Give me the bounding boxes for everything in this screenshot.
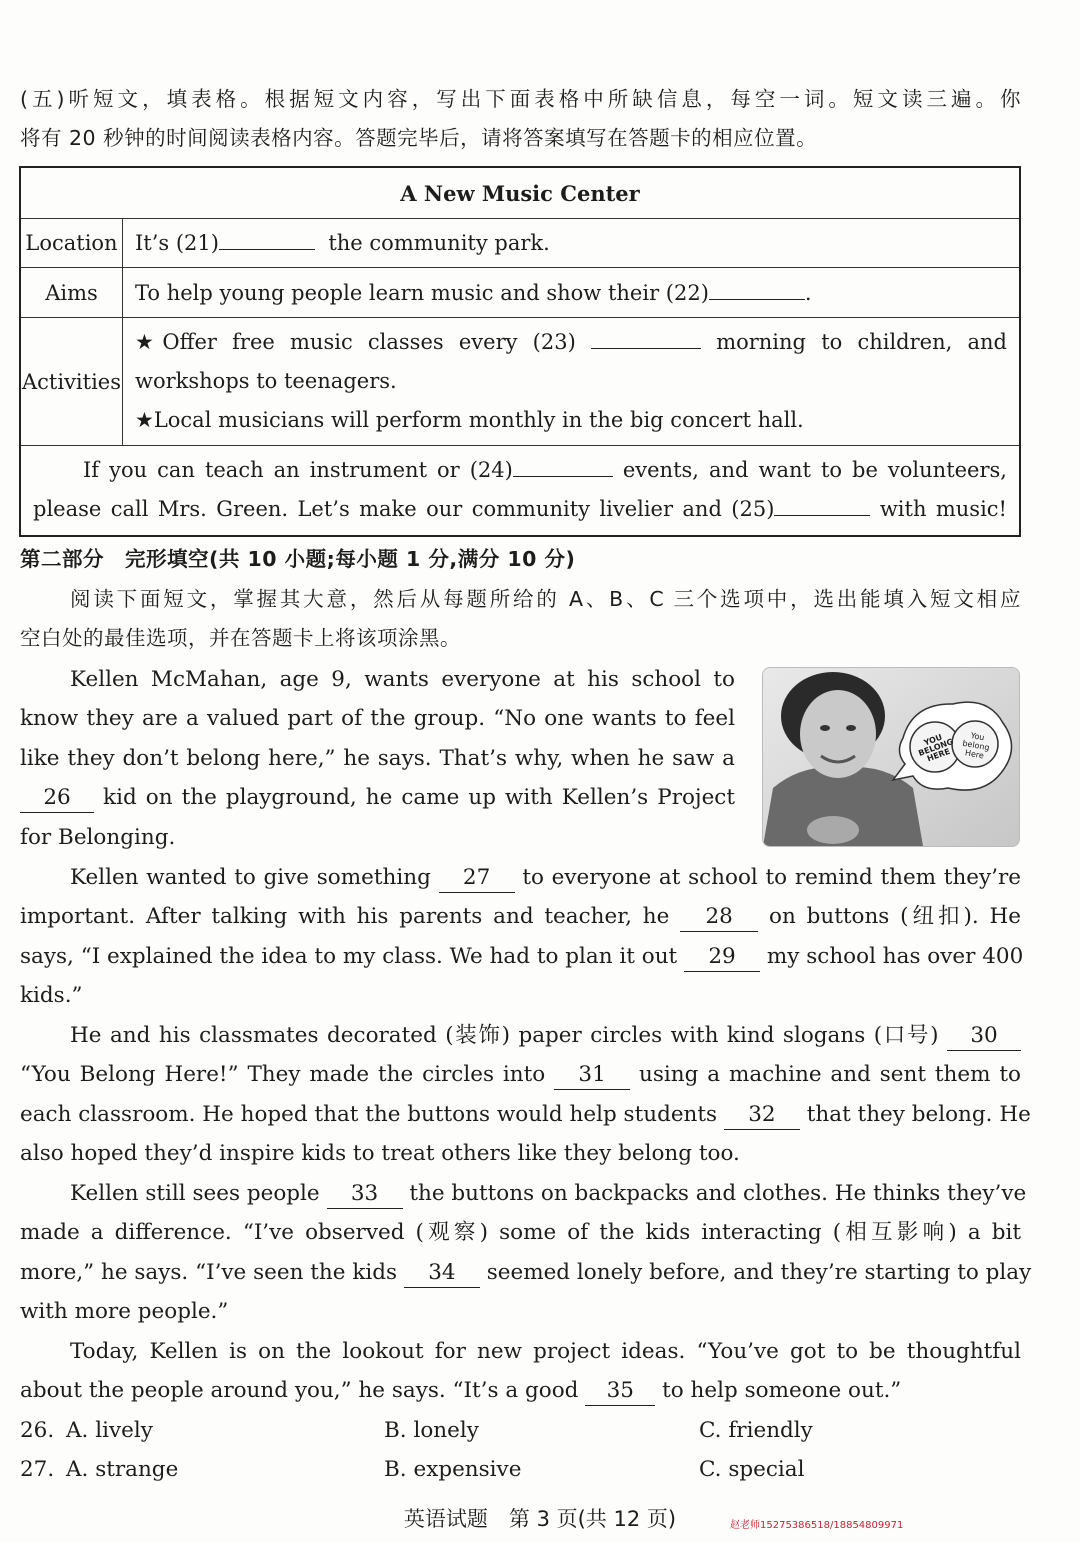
p3-line-3-post: that they belong. He — [806, 1102, 1031, 1127]
blank-34: 34 — [404, 1259, 480, 1288]
p2-line-1-post: to everyone at school to remind them they’re — [522, 865, 1021, 890]
aims-text-pre: To help young people learn music and show their (22) — [135, 280, 709, 305]
p4-line-1-pre: Kellen still sees people — [70, 1181, 320, 1206]
activities-label: Activities — [20, 318, 123, 446]
table-title: A New Music Center — [20, 167, 1020, 219]
blank-29: 29 — [684, 943, 760, 972]
part2-instructions-line-1: 阅读下面短文，掌握其大意，然后从每题所给的 A、B、C 三个选项中，选出能填入短文相应 — [70, 587, 1021, 611]
blank-33: 33 — [327, 1180, 403, 1209]
p4-line-3-pre: more,” he says. “I’ve seen the kids — [20, 1260, 398, 1285]
aims-text-post: . — [804, 280, 812, 305]
watermark: 赵老师15275386518/18854809971 — [730, 1520, 904, 1531]
question-27-number: 27. — [20, 1457, 55, 1482]
question-27-option-a: A. strange — [66, 1457, 179, 1482]
p2-line-1 — [20, 858, 1021, 897]
location-text-pre: It’s (21) — [135, 231, 219, 255]
blank-25 — [774, 515, 870, 516]
p4-line-3 — [20, 1253, 1032, 1292]
table-footer-cell — [20, 446, 1020, 536]
blank-31: 31 — [554, 1061, 630, 1090]
part2-instructions-line-2: 空白处的最佳选项，并在答题卡上将该项涂黑。 — [20, 626, 461, 650]
listening-instructions-line-1: (五)听短文，填表格。根据短文内容，写出下面表格中所缺信息，每空一词。短文读三遍。你 — [20, 87, 1021, 111]
p5-line-2-pre: about the people around you,” he says. “It’s a good — [20, 1378, 579, 1403]
p1-line-1: Kellen McMahan, age 9, wants everyone at his school to — [70, 667, 735, 692]
p1-line-4-text: kid on the playground, he came up with Kellen’s Project — [103, 785, 735, 810]
question-26-number: 26. — [20, 1418, 55, 1443]
table-footer-line-1 — [33, 451, 1007, 490]
blank-24 — [513, 476, 613, 477]
p2-line-3-post: my school has over 400 — [766, 944, 1024, 969]
footer-line-2-post: with music! — [879, 497, 1007, 522]
music-center-table — [19, 166, 1021, 537]
listening-instructions-line-2: 将有 20 秒钟的时间阅读表格内容。答题完毕后，请将答案填写在答题卡的相应位置。 — [20, 126, 818, 150]
blank-28: 28 — [680, 903, 758, 932]
p5-line-2 — [20, 1371, 1021, 1410]
p4-line-1-post: the buttons on backpacks and clothes. He thinks they’ve — [409, 1181, 1027, 1206]
p2-line-2-pre: important. After talking with his parents and teacher, he — [20, 904, 670, 929]
footer-line-2-pre: please call Mrs. Green. Let’s make our community livelier and (25) — [33, 497, 775, 522]
p3-line-2-pre: “You Belong Here!” They made the circles into — [20, 1062, 546, 1087]
activities-cell — [123, 318, 1021, 446]
blank-22 — [709, 299, 805, 300]
footer-line-1-post: events, and want to be volunteers, — [622, 458, 1007, 483]
question-27-option-c: C. special — [699, 1457, 805, 1482]
p4-line-3-post: seemed lonely before, and they’re starting to play — [486, 1260, 1032, 1285]
p2-line-4: kids.” — [20, 983, 83, 1008]
activity-1-pre: ★Offer free music classes every (23) — [135, 330, 576, 354]
question-26-option-a: A. lively — [66, 1418, 153, 1443]
p3-line-4: also hoped they’d inspire kids to treat others like they belong too. — [20, 1141, 740, 1166]
kellen-photo — [762, 667, 1020, 847]
p3-line-2-post: using a machine and sent them to — [639, 1062, 1021, 1087]
blank-21 — [219, 249, 315, 250]
blank-35: 35 — [585, 1377, 655, 1406]
p5-line-2-post: to help someone out.” — [662, 1378, 902, 1403]
p1-line-2: know they are a valued part of the group. “No one wants to feel — [20, 706, 735, 731]
p3-line-2 — [20, 1055, 1021, 1094]
page-footer: 英语试题 第 3 页(共 12 页) — [403, 1507, 677, 1531]
aims-label: Aims — [20, 268, 123, 318]
p4-line-2: made a difference. “I’ve observed (观察) some of the kids interacting (相互影响) a bit — [20, 1220, 1021, 1245]
location-text-post: the community park. — [328, 231, 550, 255]
blank-27: 27 — [439, 864, 515, 893]
location-label: Location — [20, 219, 123, 268]
p1-line-3: like they don’t belong here,” he says. That’s why, when he saw a — [20, 746, 735, 771]
p4-line-1 — [20, 1174, 1027, 1213]
p3-line-1-text: He and his classmates decorated (装饰) paper circles with kind slogans (口号) — [70, 1023, 939, 1048]
p2-line-2-post: on buttons (纽扣). He — [769, 904, 1021, 929]
p2-line-3-pre: says, “I explained the idea to my class. We had to plan it out — [20, 944, 678, 969]
p3-line-3 — [20, 1095, 1031, 1134]
question-27-option-b: B. expensive — [384, 1457, 522, 1482]
part2-heading: 第二部分 完形填空(共 10 小题;每小题 1 分,满分 10 分) — [20, 547, 576, 571]
p2-line-1-pre: Kellen wanted to give something — [70, 865, 431, 890]
aims-cell — [123, 268, 1021, 318]
p1-line-5: for Belonging. — [20, 825, 176, 850]
p1-line-4 — [20, 778, 735, 817]
p3-line-1 — [20, 1016, 1021, 1055]
blank-30: 30 — [947, 1022, 1021, 1051]
question-26-option-b: B. lonely — [384, 1418, 479, 1443]
p2-line-3 — [20, 937, 1024, 976]
button-slogan-2: You belong Here — [961, 731, 991, 761]
p2-line-2 — [20, 897, 1021, 936]
location-cell — [123, 219, 1021, 268]
p5-line-1: Today, Kellen is on the lookout for new project ideas. “You’ve got to be thoughtful — [70, 1339, 1021, 1364]
blank-32: 32 — [724, 1101, 800, 1130]
button-slogan-1: YOU BELONG HERE — [917, 732, 955, 764]
activity-1-line-2: workshops to teenagers. — [135, 369, 397, 393]
activity-1-post: morning to children, and — [716, 330, 1007, 354]
activity-2: ★Local musicians will perform monthly in the big concert hall. — [135, 408, 804, 432]
footer-line-1-pre: If you can teach an instrument or (24) — [83, 458, 513, 483]
table-footer-line-2 — [33, 490, 1007, 529]
activity-1-line-1 — [135, 323, 1007, 362]
p3-line-3-pre: each classroom. He hoped that the buttons would help students — [20, 1102, 718, 1127]
blank-23 — [591, 348, 701, 349]
blank-26: 26 — [20, 784, 94, 813]
p4-line-4: with more people.” — [20, 1299, 229, 1324]
question-26-option-c: C. friendly — [699, 1418, 813, 1443]
